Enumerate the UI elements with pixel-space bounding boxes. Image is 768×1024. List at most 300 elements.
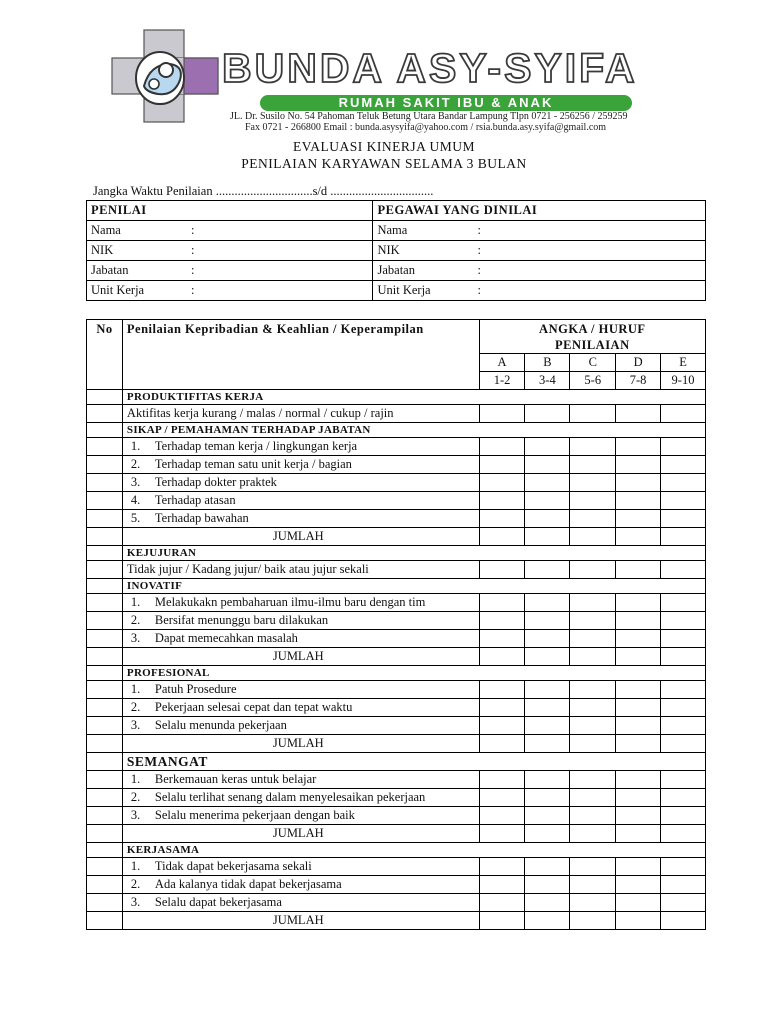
item-row <box>87 630 706 648</box>
field-colon: : <box>477 263 481 277</box>
item-number: 3. <box>130 631 141 645</box>
score-cell[interactable] <box>479 825 525 843</box>
section-no-cell <box>87 666 123 681</box>
item-no-cell <box>87 612 123 630</box>
item-no-cell <box>87 405 123 423</box>
score-cell[interactable] <box>525 405 570 423</box>
evaluator-field-1[interactable] <box>87 241 373 261</box>
range-4: 9-10 <box>661 372 706 390</box>
item-number: 2. <box>130 877 141 891</box>
score-cell[interactable] <box>616 630 661 648</box>
score-cell[interactable] <box>479 456 525 474</box>
item-number: 3. <box>130 718 141 732</box>
score-cell[interactable] <box>616 699 661 717</box>
score-cell[interactable] <box>661 594 706 612</box>
score-cell[interactable] <box>479 474 525 492</box>
item-number: 1. <box>130 859 141 873</box>
score-cell[interactable] <box>479 630 525 648</box>
score-cell[interactable] <box>479 561 525 579</box>
score-cell[interactable] <box>525 735 570 753</box>
section-no-cell <box>87 546 123 561</box>
address-line-1: JL. Dr. Susilo No. 54 Pahoman Teluk Betung Utara Bandar Lampung Tlpn 0721 - 256256 / 259259 <box>230 111 628 122</box>
item-no-cell <box>87 699 123 717</box>
score-cell[interactable] <box>525 912 570 930</box>
employee-field-1[interactable] <box>373 241 706 261</box>
evaluator-header: PENILAI <box>87 201 373 221</box>
score-cell[interactable] <box>616 474 661 492</box>
section-title: PROFESIONAL <box>122 666 705 681</box>
score-cell[interactable] <box>525 699 570 717</box>
item-no-cell <box>87 456 123 474</box>
score-cell[interactable] <box>616 807 661 825</box>
score-cell[interactable] <box>616 858 661 876</box>
score-cell[interactable] <box>616 825 661 843</box>
range-3: 7-8 <box>616 372 661 390</box>
item-number: 3. <box>130 475 141 489</box>
hospital-logo-icon <box>110 28 220 124</box>
col-no-header: No <box>87 320 123 390</box>
score-cell[interactable] <box>479 648 525 666</box>
score-cell[interactable] <box>661 876 706 894</box>
item-no-cell <box>87 474 123 492</box>
item-number: 2. <box>130 613 141 627</box>
score-cell[interactable] <box>479 858 525 876</box>
sum-row <box>87 648 706 666</box>
sum-label: JUMLAH <box>122 735 479 753</box>
score-cell[interactable] <box>570 561 616 579</box>
item-text-cell <box>122 630 479 648</box>
score-cell[interactable] <box>616 492 661 510</box>
item-number: 2. <box>130 457 141 471</box>
field-label: NIK <box>91 243 114 257</box>
score-cell[interactable] <box>616 528 661 546</box>
item-number: 4. <box>130 493 141 507</box>
sum-label: JUMLAH <box>122 912 479 930</box>
section-title: INOVATIF <box>122 579 705 594</box>
item-row <box>87 681 706 699</box>
score-cell[interactable] <box>570 771 616 789</box>
range-0: 1-2 <box>479 372 525 390</box>
item-row <box>87 717 706 735</box>
score-cell[interactable] <box>479 528 525 546</box>
section-no-cell <box>87 423 123 438</box>
item-no-cell <box>87 789 123 807</box>
item-text: Tidak dapat bekerjasama sekali <box>154 859 312 873</box>
identity-row <box>87 241 706 261</box>
sum-row <box>87 912 706 930</box>
employee-field-3[interactable] <box>373 281 706 301</box>
score-cell[interactable] <box>570 405 616 423</box>
section-row <box>87 579 706 594</box>
score-cell[interactable] <box>479 717 525 735</box>
item-text: Terhadap atasan <box>154 493 236 507</box>
item-text-cell <box>122 717 479 735</box>
score-cell[interactable] <box>661 474 706 492</box>
score-cell[interactable] <box>616 456 661 474</box>
item-text-cell <box>122 894 479 912</box>
item-text-cell <box>122 612 479 630</box>
item-no-cell <box>87 561 123 579</box>
score-cell[interactable] <box>479 735 525 753</box>
score-cell[interactable] <box>570 438 616 456</box>
item-number: 2. <box>130 790 141 804</box>
hospital-subtitle: RUMAH SAKIT IBU & ANAK <box>260 95 632 111</box>
item-text-cell <box>122 594 479 612</box>
score-cell[interactable] <box>661 492 706 510</box>
score-cell[interactable] <box>479 807 525 825</box>
evaluator-field-2[interactable] <box>87 261 373 281</box>
score-cell[interactable] <box>525 492 570 510</box>
item-text-cell <box>122 474 479 492</box>
score-cell[interactable] <box>616 405 661 423</box>
item-no-cell <box>87 717 123 735</box>
item-row <box>87 456 706 474</box>
item-row <box>87 612 706 630</box>
score-cell[interactable] <box>525 771 570 789</box>
item-no-cell <box>87 594 123 612</box>
score-cell[interactable] <box>661 735 706 753</box>
score-cell[interactable] <box>570 594 616 612</box>
score-cell[interactable] <box>479 510 525 528</box>
item-no-cell <box>87 492 123 510</box>
score-cell[interactable] <box>525 630 570 648</box>
section-title: SIKAP / PEMAHAMAN TERHADAP JABATAN <box>122 423 705 438</box>
score-cell[interactable] <box>661 807 706 825</box>
evaluator-field-3[interactable] <box>87 281 373 301</box>
item-text-cell <box>122 405 479 423</box>
section-row <box>87 666 706 681</box>
score-cell[interactable] <box>570 528 616 546</box>
section-no-cell <box>87 390 123 405</box>
assessment-period: Jangka Waktu Penilaian ...............................s/d ................................. <box>93 184 434 198</box>
eval-header-row <box>87 320 706 354</box>
score-cell[interactable] <box>570 858 616 876</box>
field-label: Jabatan <box>377 263 415 277</box>
score-cell[interactable] <box>525 789 570 807</box>
field-colon: : <box>477 243 481 257</box>
item-no-cell <box>87 438 123 456</box>
score-cell[interactable] <box>661 405 706 423</box>
item-number: 2. <box>130 700 141 714</box>
item-text-cell <box>122 699 479 717</box>
score-cell[interactable] <box>661 912 706 930</box>
field-label: Nama <box>377 223 408 237</box>
item-no-cell <box>87 771 123 789</box>
score-cell[interactable] <box>525 807 570 825</box>
score-cell[interactable] <box>661 528 706 546</box>
score-cell[interactable] <box>525 474 570 492</box>
item-number: 1. <box>130 439 141 453</box>
item-text: Melakukakn pembaharuan ilmu-ilmu baru dengan tim <box>154 595 426 609</box>
score-cell[interactable] <box>479 594 525 612</box>
score-cell[interactable] <box>616 510 661 528</box>
score-cell[interactable] <box>479 789 525 807</box>
field-colon: : <box>191 263 195 277</box>
score-cell[interactable] <box>616 648 661 666</box>
score-cell[interactable] <box>525 681 570 699</box>
score-cell[interactable] <box>525 456 570 474</box>
item-no-cell <box>87 630 123 648</box>
item-text: Selalu dapat bekerjasama <box>154 895 282 909</box>
score-cell[interactable] <box>661 561 706 579</box>
score-cell[interactable] <box>570 612 616 630</box>
score-cell[interactable] <box>525 825 570 843</box>
section-no-cell <box>87 579 123 594</box>
item-number: 3. <box>130 808 141 822</box>
sum-no-cell <box>87 912 123 930</box>
score-cell[interactable] <box>661 510 706 528</box>
score-cell[interactable] <box>661 771 706 789</box>
item-row <box>87 474 706 492</box>
score-cell[interactable] <box>661 456 706 474</box>
field-label: Nama <box>91 223 121 237</box>
item-no-cell <box>87 858 123 876</box>
range-2: 5-6 <box>570 372 616 390</box>
identity-row <box>87 221 706 241</box>
score-cell[interactable] <box>616 612 661 630</box>
item-row <box>87 771 706 789</box>
section-row <box>87 546 706 561</box>
item-number: 5. <box>130 511 141 525</box>
grade-d: D <box>616 354 661 372</box>
field-colon: : <box>191 283 195 297</box>
item-text-cell <box>122 858 479 876</box>
item-text-cell <box>122 510 479 528</box>
field-colon: : <box>477 223 481 237</box>
score-cell[interactable] <box>616 717 661 735</box>
field-label: Unit Kerja <box>91 283 145 297</box>
field-colon: : <box>191 223 195 237</box>
item-no-cell <box>87 681 123 699</box>
field-colon: : <box>477 283 481 297</box>
identity-row <box>87 261 706 281</box>
identity-row <box>87 281 706 301</box>
identity-header-row <box>87 201 706 221</box>
item-row <box>87 594 706 612</box>
col-item-header: Penilaian Kepribadian & Keahlian / Keperampilan <box>122 320 479 390</box>
sum-label: JUMLAH <box>122 648 479 666</box>
score-cell[interactable] <box>479 681 525 699</box>
score-cell[interactable] <box>479 699 525 717</box>
sum-row <box>87 735 706 753</box>
sum-row <box>87 825 706 843</box>
score-cell[interactable] <box>661 630 706 648</box>
item-text: Ada kalanya tidak dapat bekerjasama <box>154 877 342 891</box>
form-title: EVALUASI KINERJA UMUM <box>292 139 475 154</box>
score-cell[interactable] <box>525 438 570 456</box>
item-row <box>87 492 706 510</box>
score-cell[interactable] <box>479 492 525 510</box>
section-title: PRODUKTIFITAS KERJA <box>122 390 705 405</box>
score-header-line2: PENILAIAN <box>554 337 630 352</box>
score-cell[interactable] <box>570 474 616 492</box>
item-number: 1. <box>130 595 141 609</box>
item-row <box>87 510 706 528</box>
employee-header: PEGAWAI YANG DINILAI <box>373 201 706 221</box>
score-cell[interactable] <box>661 699 706 717</box>
item-text: Berkemauan keras untuk belajar <box>154 772 317 786</box>
score-cell[interactable] <box>661 648 706 666</box>
identity-table <box>86 200 706 301</box>
score-cell[interactable] <box>570 876 616 894</box>
score-cell[interactable] <box>525 717 570 735</box>
field-colon: : <box>191 243 195 257</box>
sum-label: JUMLAH <box>122 528 479 546</box>
score-cell[interactable] <box>570 807 616 825</box>
evaluator-field-0[interactable] <box>87 221 373 241</box>
item-text: Tidak jujur / Kadang jujur/ baik atau jujur sekali <box>126 562 369 576</box>
score-cell[interactable] <box>525 561 570 579</box>
address-line-2: Fax 0721 - 266800 Email : bunda.asysyifa@yahoo.com / rsia.bunda.asy.syifa@gmail.com <box>245 122 607 133</box>
field-label: NIK <box>377 243 400 257</box>
score-cell[interactable] <box>570 681 616 699</box>
grade-a: A <box>479 354 525 372</box>
score-cell[interactable] <box>661 789 706 807</box>
score-cell[interactable] <box>661 438 706 456</box>
employee-field-0[interactable] <box>373 221 706 241</box>
section-row <box>87 753 706 771</box>
score-cell[interactable] <box>479 894 525 912</box>
score-cell[interactable] <box>570 717 616 735</box>
score-cell[interactable] <box>616 789 661 807</box>
score-cell[interactable] <box>616 894 661 912</box>
score-cell[interactable] <box>616 735 661 753</box>
score-cell[interactable] <box>479 612 525 630</box>
score-cell[interactable] <box>616 561 661 579</box>
item-text-cell <box>122 438 479 456</box>
score-header-line1: ANGKA / HURUF <box>539 321 646 336</box>
score-cell[interactable] <box>661 612 706 630</box>
score-cell[interactable] <box>570 789 616 807</box>
sum-no-cell <box>87 735 123 753</box>
score-cell[interactable] <box>525 894 570 912</box>
score-cell[interactable] <box>570 630 616 648</box>
score-cell[interactable] <box>570 912 616 930</box>
score-cell[interactable] <box>661 717 706 735</box>
score-cell[interactable] <box>570 894 616 912</box>
section-row <box>87 843 706 858</box>
score-cell[interactable] <box>525 612 570 630</box>
item-text: Selalu menunda pekerjaan <box>154 718 287 732</box>
item-text-cell <box>122 771 479 789</box>
score-cell[interactable] <box>570 456 616 474</box>
score-cell[interactable] <box>570 735 616 753</box>
score-cell[interactable] <box>616 912 661 930</box>
item-text: Terhadap teman satu unit kerja / bagian <box>154 457 352 471</box>
item-row <box>87 789 706 807</box>
item-text-cell <box>122 681 479 699</box>
range-1: 3-4 <box>525 372 570 390</box>
section-title: KERJASAMA <box>122 843 705 858</box>
item-text: Selalu menerima pekerjaan dengan baik <box>154 808 355 822</box>
item-row <box>87 438 706 456</box>
item-text: Pekerjaan selesai cepat dan tepat waktu <box>154 700 353 714</box>
item-text-cell <box>122 561 479 579</box>
field-label: Unit Kerja <box>377 283 431 297</box>
grade-c: C <box>570 354 616 372</box>
grade-b: B <box>525 354 570 372</box>
form-subtitle: PENILAIAN KARYAWAN SELAMA 3 BULAN <box>241 156 527 171</box>
score-cell[interactable] <box>570 648 616 666</box>
sum-no-cell <box>87 648 123 666</box>
score-cell[interactable] <box>525 528 570 546</box>
employee-field-2[interactable] <box>373 261 706 281</box>
score-cell[interactable] <box>661 858 706 876</box>
item-row <box>87 894 706 912</box>
score-cell[interactable] <box>479 912 525 930</box>
item-text: Terhadap dokter praktek <box>154 475 277 489</box>
score-cell[interactable] <box>661 894 706 912</box>
score-cell[interactable] <box>570 492 616 510</box>
item-number: 1. <box>130 772 141 786</box>
sum-row <box>87 528 706 546</box>
item-text-cell <box>122 807 479 825</box>
score-cell[interactable] <box>616 594 661 612</box>
section-title: KEJUJURAN <box>122 546 705 561</box>
item-row <box>87 699 706 717</box>
item-no-cell <box>87 876 123 894</box>
score-cell[interactable] <box>570 825 616 843</box>
sum-no-cell <box>87 825 123 843</box>
score-cell[interactable] <box>525 648 570 666</box>
field-label: Jabatan <box>91 263 129 277</box>
item-text-cell <box>122 789 479 807</box>
sum-no-cell <box>87 528 123 546</box>
score-cell[interactable] <box>525 594 570 612</box>
item-text-cell <box>122 492 479 510</box>
score-cell[interactable] <box>525 858 570 876</box>
item-number: 3. <box>130 895 141 909</box>
score-cell[interactable] <box>616 438 661 456</box>
item-row <box>87 858 706 876</box>
section-no-cell <box>87 753 123 771</box>
item-text: Dapat memecahkan masalah <box>154 631 298 645</box>
item-text-cell <box>122 876 479 894</box>
item-text: Patuh Prosedure <box>154 682 237 696</box>
sum-label: JUMLAH <box>122 825 479 843</box>
score-cell[interactable] <box>479 876 525 894</box>
section-title: SEMANGAT <box>122 753 705 771</box>
grade-e: E <box>661 354 706 372</box>
item-row <box>87 876 706 894</box>
section-row <box>87 423 706 438</box>
item-text: Terhadap teman kerja / lingkungan kerja <box>154 439 358 453</box>
score-cell[interactable] <box>616 876 661 894</box>
score-cell[interactable] <box>570 510 616 528</box>
score-cell[interactable] <box>661 825 706 843</box>
item-row <box>87 405 706 423</box>
item-no-cell <box>87 807 123 825</box>
item-no-cell <box>87 510 123 528</box>
section-no-cell <box>87 843 123 858</box>
item-row <box>87 807 706 825</box>
item-number: 1. <box>130 682 141 696</box>
score-cell[interactable] <box>479 405 525 423</box>
score-cell[interactable] <box>525 876 570 894</box>
score-cell[interactable] <box>616 681 661 699</box>
item-text: Terhadap bawahan <box>154 511 249 525</box>
score-cell[interactable] <box>616 771 661 789</box>
score-cell[interactable] <box>661 681 706 699</box>
item-no-cell <box>87 894 123 912</box>
item-text-cell <box>122 456 479 474</box>
score-cell[interactable] <box>570 699 616 717</box>
score-cell[interactable] <box>525 510 570 528</box>
score-cell[interactable] <box>479 438 525 456</box>
col-score-header <box>479 320 705 354</box>
score-cell[interactable] <box>479 771 525 789</box>
item-row <box>87 561 706 579</box>
